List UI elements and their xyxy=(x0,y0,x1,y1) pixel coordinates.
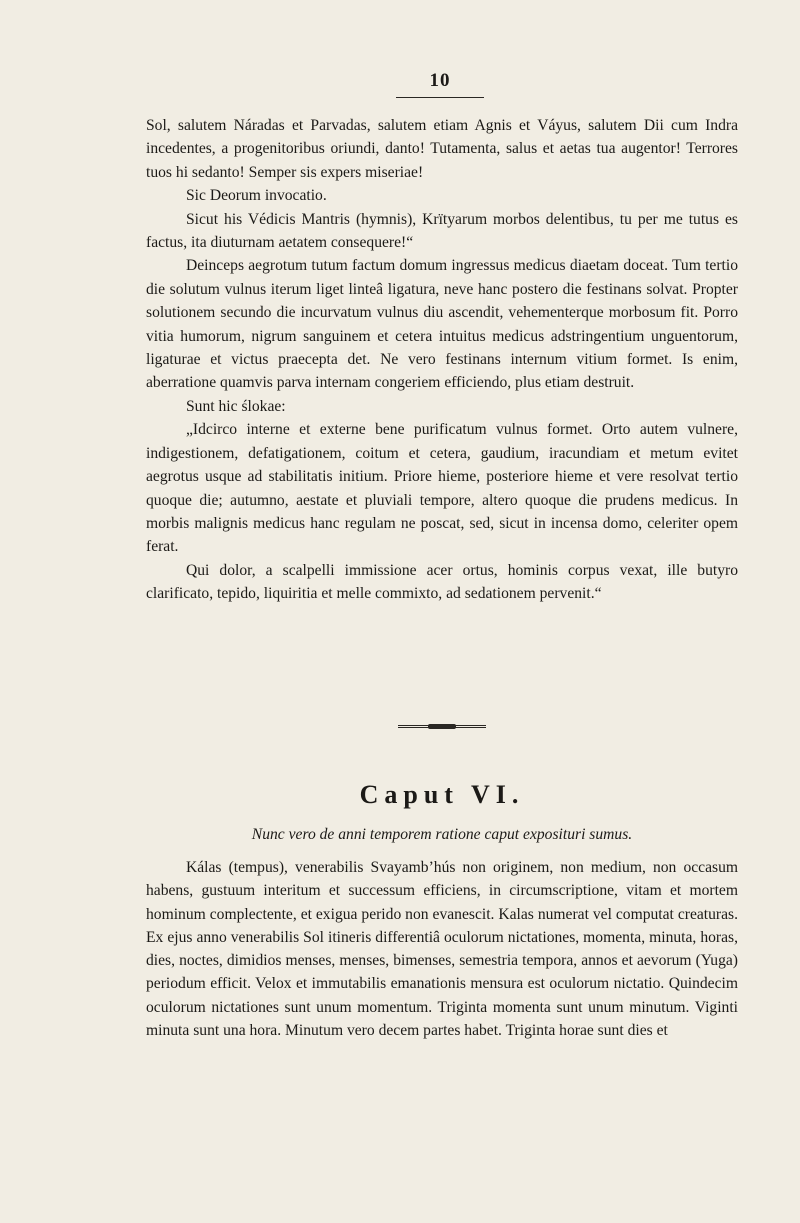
chapter-body-text xyxy=(146,856,738,1042)
paragraph-invocation-note: Sic Deorum invocatio. xyxy=(186,187,327,205)
paragraph-dolor: Qui dolor, a scalpelli immissione acer ortus, hominis corpus vexat, ille butyro clarificato, tepido, liquiritia et melle commixto, ad sedationem pervenit.“ xyxy=(146,561,738,603)
paragraph-slokae-intro: Sunt hic ślokae: xyxy=(186,397,286,415)
page-number: 10 xyxy=(429,70,451,91)
paragraph-kalas: Kálas (tempus), venerabilis Svayamb’hús non originem, non medium, non occasum habens, gustuum interitum et successum efficiens, in circumscriptione, vitam et mortem hominum complectente, et exigua perido non evanescit. Kalas numerat vel computat creaturas. Ex ejus anno venerabilis Sol itineris differentiâ oculorum nictationes, momenta, minuta, horas, dies, noctes, dimidios menses, menses, bimenses, semestria tempora, annos et aevorum (Yuga) periodum efficit. Velox et immutabilis emanationis mensura est oculorum nictatio. Quindecim oculorum nictationes sunt unum momentum. Triginta momenta sunt unum minutum. Viginti minuta sunt una hora. Minutum vero decem partes habet. Triginta horae sunt dies et xyxy=(146,859,738,1040)
paragraph-invocation: Sol, salutem Náradas et Parvadas, salutem etiam Agnis et Váyus, salutem Dii cum Indra incedentes, a progenitoribus oriundi, danto! Tutamenta, salus et aetas tua augentor! Terrores tuos hi sedanto! Semper sis expers miseriae! xyxy=(146,117,738,181)
chapter-subtitle: Nunc vero de anni temporem ratione caput exposituri sumus. xyxy=(251,826,633,843)
chapter-title: Caput VI. xyxy=(359,780,525,809)
paragraph-slokae: „Idcirco interne et externe bene purificatum vulnus formet. Orto autem vulnere, indigestionem, defatigationem, coitum et cetera, gaudium, iracundiam et metum evitet aegrotus usque ad stabilitatis initium. Priore hieme, posteriore hieme et vere resolvat tertio quoque die; autumno, aestate et pluviali tempore, altero quoque die prudens medicus. In morbis malignis medicus hanc regulam ne poscat, sed, sicut in incensa domo, celeriter opem ferat. xyxy=(146,421,738,556)
body-text xyxy=(146,114,738,606)
section-divider-ornament xyxy=(398,725,486,728)
paragraph-mantras: Sicut his Védicis Mantris (hymnis), Krïtyarum morbos delentibus, tu per me tutus es factus, ita diuturnam aetatem consequere!“ xyxy=(146,210,738,252)
paragraph-diet: Deinceps aegrotum tutum factum domum ingressus medicus diaetam doceat. Tum tertio die solutum vulnus iterum liget linteâ ligatura, neve hanc postero die festinans solvat. Propter solutionem secundo die incurvatum vulnus diu ascendit, vehementerque morbosum fit. Porro vitia humorum, nigrum sanguinem et cetera intuitus medicus adstringentium unguentorum, ligaturae et victus praecepta det. Ne vero festinans internum vitium formet. Is enim, aberratione quamvis parva internam congeriem efficiendo, plus etiam destruit. xyxy=(146,257,738,392)
page-number-rule xyxy=(396,97,484,98)
